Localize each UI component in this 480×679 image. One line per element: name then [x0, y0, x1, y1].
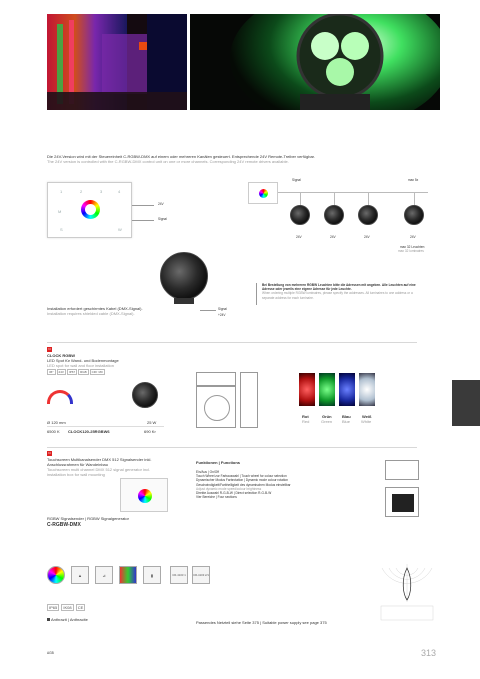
product1-name: CLOCK RGBW [47, 353, 75, 358]
product1-diameter: Ø 120 mm [47, 420, 66, 425]
beam-angle-arc-icon [47, 390, 73, 404]
product1-spot-image [132, 382, 158, 408]
tag-cri: CRI >80 [91, 370, 103, 374]
ik08-icon: IK08 [63, 605, 72, 610]
panel-key-w: W [118, 227, 122, 232]
swatch-white [359, 373, 375, 406]
product-photo-green-spot [190, 14, 440, 110]
max-note-en: max 32 luminaires [398, 249, 424, 253]
function-item: Vier Bereiche | Four sections [196, 495, 237, 500]
panel-key-1: 1 [60, 189, 63, 194]
page-number: 313 [421, 648, 437, 658]
product-photo-building [47, 14, 187, 110]
spot-label-1: 24V [296, 235, 302, 239]
cr-box-2: CR-4103 2/1 [192, 566, 210, 584]
finish-text: Anthrazit | Anthracite [51, 617, 88, 622]
arrow-signal-label: Signal [158, 217, 167, 221]
cert-row [47, 604, 86, 611]
function-item: Adjust dynamic mode speed/colour brightness [196, 486, 262, 491]
product2-label: RGBW Signalsender | RGBW Signalgenerator [47, 516, 129, 521]
tag-ip: IP67 [68, 370, 76, 374]
power-supply-note: Passendes Netzteil siehe Seite 375 | Suitable power supply see page 375 [196, 620, 327, 625]
control-panel-illustration [47, 182, 132, 238]
dmx-icon [119, 566, 137, 584]
new-badge-1: N [48, 347, 51, 351]
intro-text-de: Die 24V-Version wird mit der Steuereinheit C-RGBW-DMX auf einem oder mehreren Kanälen gesteuert. Entsprechende 24V Remote-Treiber verfügbar. [47, 154, 315, 159]
controller-drawing-top [385, 460, 419, 480]
function-item: Touch Wheel zur Farbauswahl | Touch wheel for colour selection [196, 474, 287, 479]
cr-box-1: CR-4103 1 [170, 566, 188, 584]
color-wheel-icon [81, 200, 100, 219]
intro-text-en: The 24V version is controlled with the C-RGBW-DMX control unit on one or more channels. Corresponding 24V remote drivers available. [47, 159, 289, 164]
tech-drawing-side [196, 372, 236, 386]
swatch-red [299, 373, 315, 406]
bus-max-label: max 5x [408, 178, 419, 182]
install-note-en: Installation requires shielded cable (DMX-Signal). [47, 311, 135, 316]
panel-key-4: 4 [118, 189, 121, 194]
functions-list [196, 470, 376, 499]
section-side-tab [452, 380, 480, 426]
product2-title-en: Touchscreen multi channel DMX 512 signal generator incl. installation box for wall mounting [47, 467, 151, 477]
spot-icon-4 [404, 205, 424, 225]
notice-de: Bei Bestellung von mehreren RGBW Leuchten bitte die Adressen mit angeben. Alle Leuchten auf eine Adresse oder jeweils eine eigene Adresse für jede Leuchte. [262, 283, 416, 292]
panel-key-s: S [60, 227, 63, 232]
install-note-de: Installation erfordert geschirmtes Kabel (DMX-Signal). [47, 306, 143, 311]
color-blue-en: Blue [342, 419, 351, 424]
swatch-blue [339, 373, 355, 406]
arrow-24v-label: 24V [158, 202, 164, 206]
tech-drawing-profile [240, 372, 258, 428]
spot-icon-1 [290, 205, 310, 225]
function-item: Dynamischer Modus Farbrotation | Dynamic mode colour rotation [196, 478, 289, 483]
spot-icon-2 [324, 205, 344, 225]
ce-icon: CE [77, 605, 84, 610]
product1-tags [47, 369, 106, 375]
function-item: Ein/Aus | On/Off [196, 470, 219, 474]
bus-signal-label: Signal [292, 178, 301, 182]
color-blue-de: Blau [342, 414, 351, 419]
address-notice [256, 283, 421, 305]
controller-drawing-front [385, 487, 419, 517]
spot-mount-icon [174, 298, 194, 304]
finish-label [47, 617, 88, 622]
right-24v-label: +24V [218, 313, 226, 317]
tag-voltage: 24V [58, 370, 64, 374]
angle-icon: ⊿ [95, 566, 113, 584]
tech-drawing-front [196, 386, 236, 428]
color-red-de: Rot [302, 414, 309, 419]
product1-sub-en: LED spot for wall and floor installation [47, 363, 114, 368]
panel-key-3: 3 [100, 189, 103, 194]
large-spot-icon [160, 252, 208, 300]
ip65-icon: IP65 [49, 605, 58, 610]
mini-panel-illustration [248, 182, 278, 204]
product1-watt: 25 W [147, 420, 157, 425]
product2-code: C-RGBW-DMX [47, 522, 81, 528]
right-signal-label: Signal [218, 307, 227, 311]
product1-code: CLOCK120-25RGBW6 [68, 429, 110, 434]
spot-label-3: 24V [364, 235, 370, 239]
new-badge-2: N [48, 451, 51, 455]
wall-icon: ▮ [143, 566, 161, 584]
panel-key-m: M [58, 209, 62, 214]
product1-price: 690 Kr [144, 429, 156, 434]
spot-label-4: 24V [410, 235, 416, 239]
color-white-de: Weiß [362, 414, 372, 419]
color-green-de: Grün [322, 414, 332, 419]
spot-label-2: 24V [330, 235, 336, 239]
tag-angle: 36° [49, 370, 54, 374]
rgb-icon [47, 566, 65, 584]
color-red-en: Red [302, 419, 310, 424]
max-note-de: max 32 Leuchten [400, 245, 425, 249]
polar-light-diagram [377, 560, 437, 622]
spot-icon-3 [358, 205, 378, 225]
function-item: Direkte Auswahl R-G-B-W | Direct selection R-G-B-W [196, 491, 272, 496]
tag-rgb: RGB [80, 370, 87, 374]
footer-left: AGB [47, 651, 54, 655]
color-white-en: White [361, 419, 372, 424]
product1-sub-de: LED Spot für Wand- und Bodenmontage [47, 358, 119, 363]
swatch-green [319, 373, 335, 406]
function-item: Geschwindigkeit/Farbhelligkeit des dynamischen Modus einstellbar [196, 482, 291, 487]
notice-en: When ordering multiple RGBW luminaires, please specify the addresses. All luminaires to one address or a separate address for each luminaire. [262, 291, 413, 300]
panel-key-2: 2 [80, 189, 83, 194]
controller-image [120, 478, 168, 512]
spot-mount-icon-small: ▲ [71, 566, 89, 584]
product1-temp: 6500 K [47, 429, 60, 434]
color-green-en: Green [321, 419, 333, 424]
functions-heading: Funktionen | Functions [196, 460, 241, 465]
product2-title-de: Touchscreen Multikanalsender DMX 512 Signalsender inkl. Anschlussrahmen für Wandeinbau [47, 457, 152, 467]
